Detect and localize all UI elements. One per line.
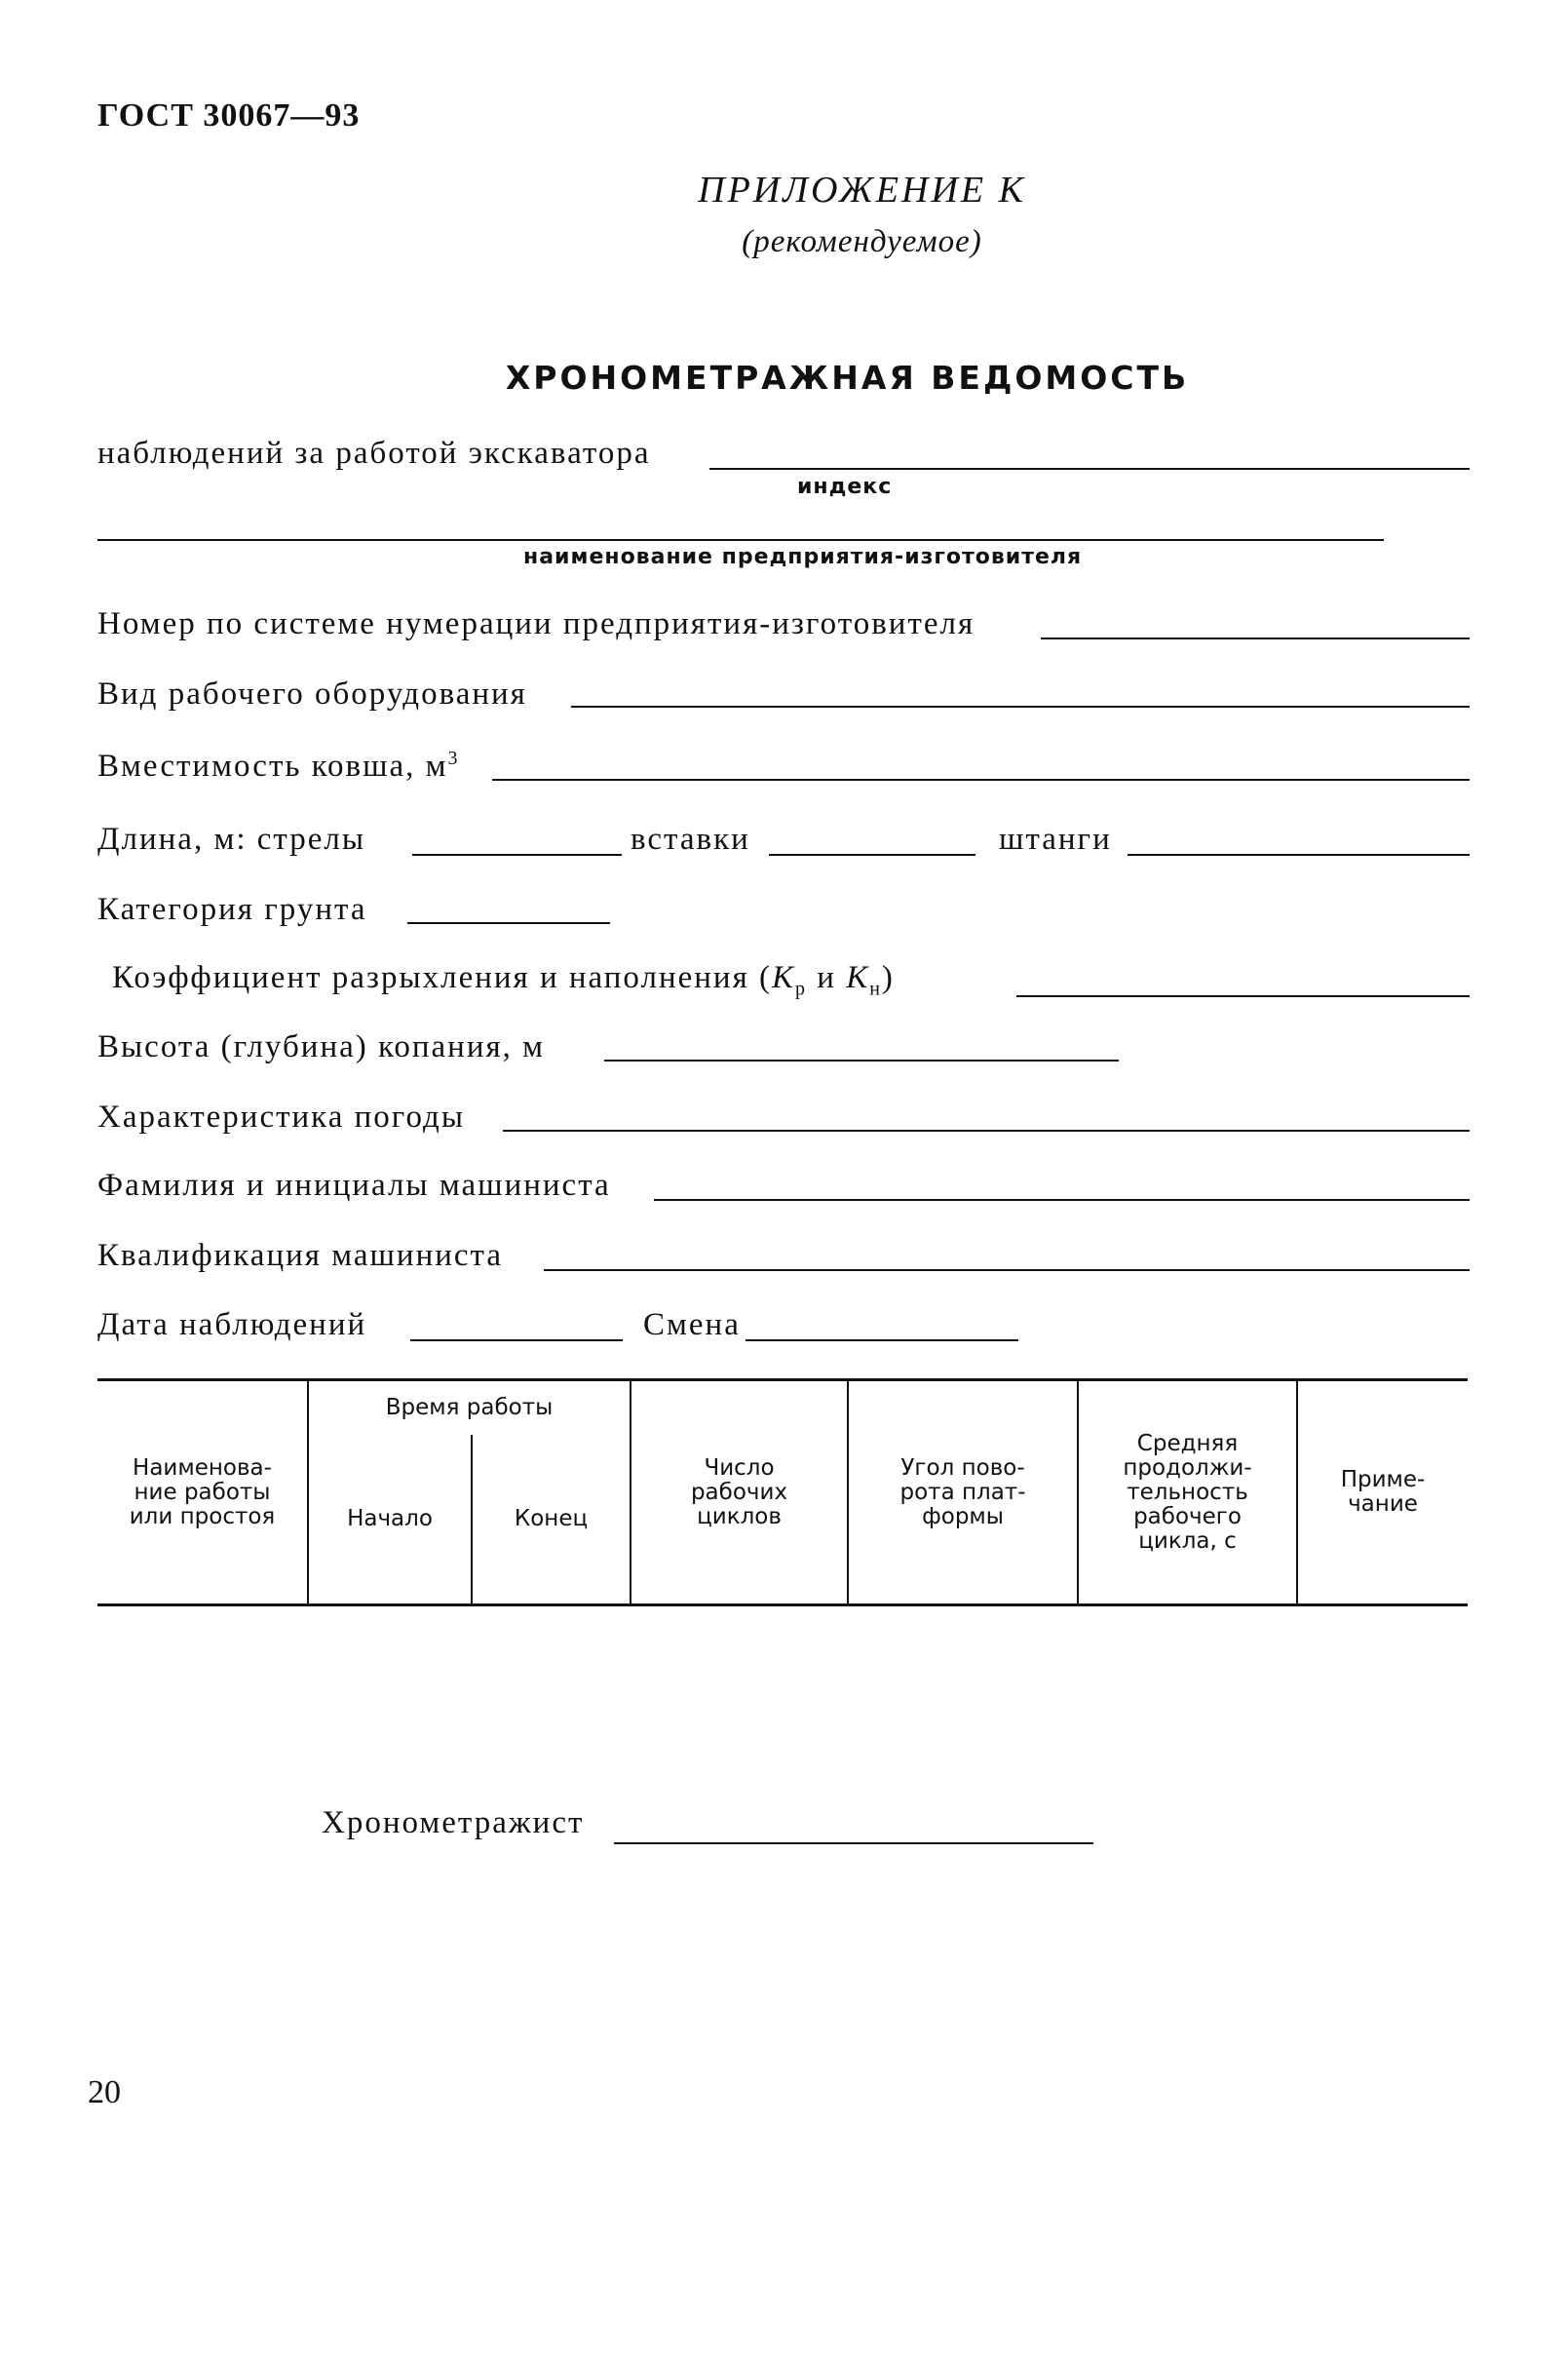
weather-label: Характеристика погоды (97, 1100, 465, 1135)
operator-name-field[interactable] (654, 1199, 1470, 1201)
column-group-work-time: Время работы (308, 1380, 631, 1436)
column-header-cycle-duration: Средняя продолжи- тельность рабочего цикла, с (1078, 1380, 1297, 1605)
digging-height-label: Высота (глубина) копания, м (97, 1029, 546, 1064)
column-header-end: Конец (472, 1435, 631, 1605)
number-label: Номер по системе нумерации предприятия-изготовителя (97, 606, 975, 641)
observation-date-label: Дата наблюдений (97, 1307, 367, 1342)
coefficients-field[interactable] (1016, 995, 1470, 997)
equipment-field[interactable] (571, 706, 1470, 708)
observation-date-field[interactable] (410, 1339, 623, 1341)
excavator-index-field[interactable] (709, 468, 1470, 470)
digging-height-field[interactable] (604, 1060, 1119, 1062)
index-caption: индекс (797, 475, 893, 499)
page-number: 20 (88, 2074, 121, 2110)
column-header-cycles: Число рабочих циклов (631, 1380, 848, 1605)
form-title: ХРОНОМЕТРАЖНАЯ ВЕДОМОСТЬ (505, 359, 1190, 397)
manufacturer-field[interactable] (97, 539, 1384, 541)
column-header-note: Приме- чание (1297, 1380, 1468, 1605)
manufacturer-caption: наименование предприятия-изготовителя (523, 545, 1083, 569)
shift-label: Смена (643, 1307, 741, 1342)
insert-label: вставки (631, 822, 750, 857)
appendix-title: ПРИЛОЖЕНИЕ К (698, 170, 1026, 211)
coefficients-label: Коэффициент разрыхления и наполнения ($K_р$ и $K_н$) (112, 960, 895, 1000)
weather-field[interactable] (503, 1130, 1470, 1132)
soil-category-field[interactable] (407, 922, 610, 924)
operator-qualification-field[interactable] (544, 1269, 1470, 1271)
appendix-status: (рекомендуемое) (742, 224, 982, 259)
timekeeper-label: Хронометражист (322, 1805, 585, 1840)
operator-qualification-label: Квалификация машиниста (97, 1238, 504, 1273)
observations-label: наблюдений за работой экскаватора (97, 436, 651, 471)
insert-length-field[interactable] (769, 854, 975, 856)
operator-name-label: Фамилия и инициалы машиниста (97, 1168, 611, 1203)
column-header-start: Начало (308, 1435, 472, 1605)
rod-length-field[interactable] (1128, 854, 1470, 856)
bucket-volume-field[interactable] (492, 779, 1470, 781)
boom-length-label: Длина, м: стрелы (97, 822, 366, 857)
column-header-rotation-angle: Угол пово- рота плат- формы (848, 1380, 1078, 1605)
shift-field[interactable] (746, 1339, 1018, 1341)
equipment-label: Вид рабочего оборудования (97, 676, 527, 712)
column-header-work: Наименова- ние работы или простоя (97, 1380, 308, 1605)
boom-length-field[interactable] (412, 854, 622, 856)
rod-label: штанги (999, 822, 1112, 857)
document-code: ГОСТ 30067—93 (97, 97, 361, 134)
timing-table (97, 1378, 1468, 1606)
number-field[interactable] (1041, 637, 1470, 639)
bucket-volume-label: Вместимость ковша, $м^3$ (97, 748, 460, 784)
timekeeper-signature-field[interactable] (614, 1842, 1093, 1844)
soil-category-label: Категория грунта (97, 892, 367, 927)
